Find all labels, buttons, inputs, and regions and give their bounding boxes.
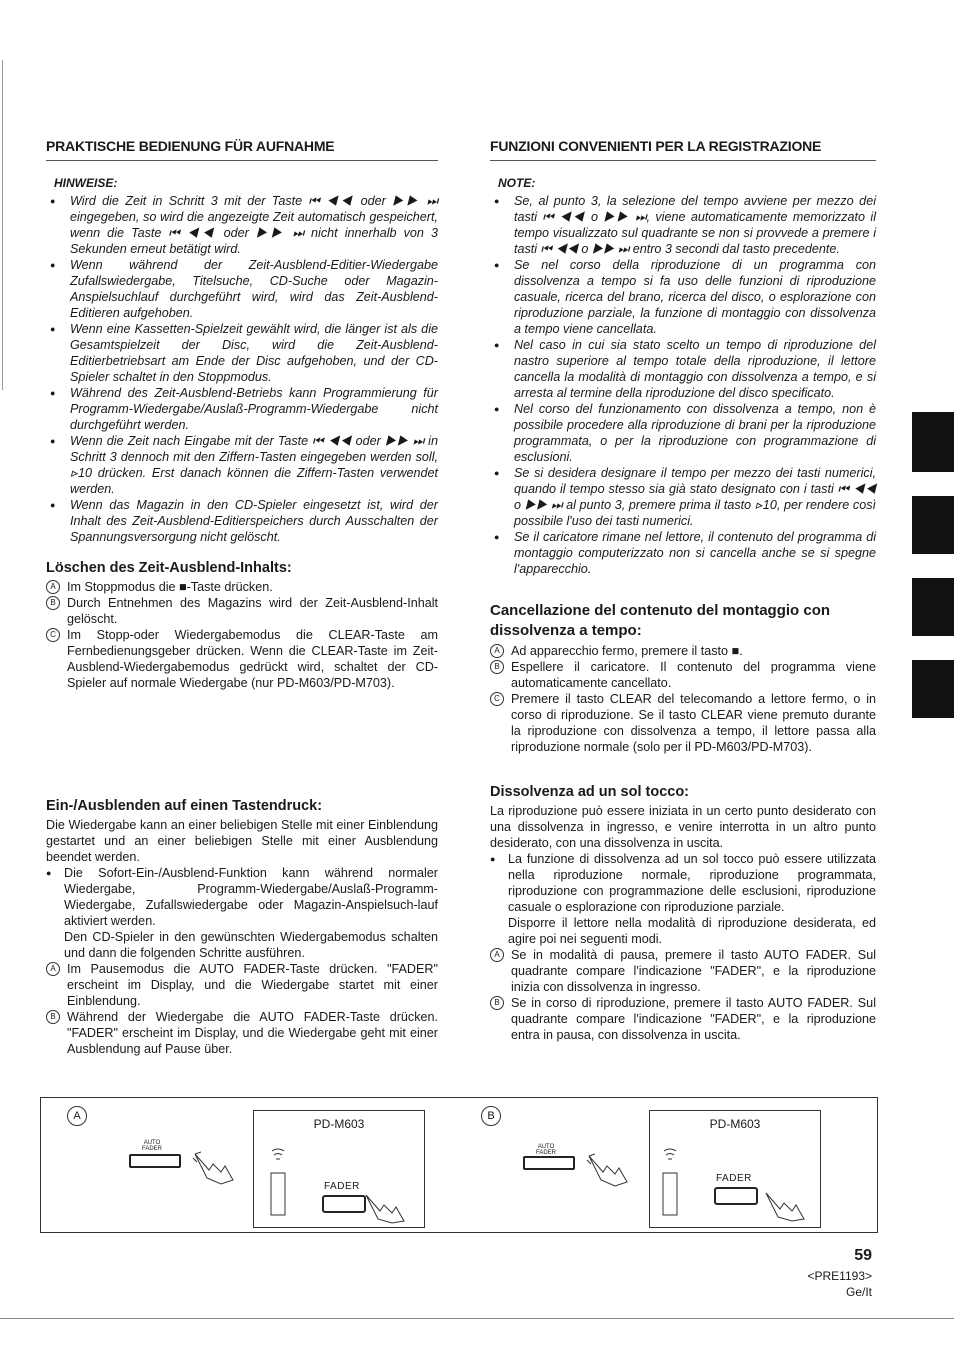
step-text: Im Stopp-oder Wiedergabemodus die CLEAR-Taste am Fernbedienungsgeber drücken. Wenn die CLEAR-Taste im Zeit-Ausblend-Wiedergabemodus gedrückt wird, schaltet der CD-Spieler auf normale Wiedergabe (nur PD-M603/PD-M703). [67,628,438,690]
section-tab [912,496,954,554]
auto-fader-button [523,1156,575,1170]
italian-fade-bullet-cont: Disporre il lettore nella modalità di riproduzione desiderata, ed agire poi nei seguenti modi. [508,916,876,946]
german-clear-heading: Löschen des Zeit-Ausblend-Inhalts: [46,560,292,576]
page-number: 59 [854,1247,872,1264]
step-text: Se in modalità di pausa, premere il tasto AUTO FADER. Sul quadrante compare l'indicazione "FADER", e la riproduzione inizia con dissolvenza in ingresso. [511,948,876,994]
step-text: Ad apparecchio fermo, premere il tasto ■. [511,644,743,658]
german-clear-step [46,595,438,627]
document-code: <PRE1193> [807,1269,872,1283]
italian-note: ● Se, al punto 3, la selezione del tempo avviene per mezzo dei tasti ⏮ ◀◀ o ▶▶ ⏭, viene automaticamente memorizzato il tempo visualizzato sul quadrante se non si provvede a premere i tasti ⏮ ◀◀ o ▶▶ ⏭ entro 3 secondi dal tasto precedente. [490,193,876,257]
italian-note: ● Se si desidera designare il tempo per mezzo dei tasti numerici, quando il tempo stesso sia già stato designato con i tasti ⏮ ◀◀ o ▶▶ ⏭ al punto 3, premere prima il tasto ⊳10, per rendere così possibile l'uso dei tasti numerici. [490,465,876,529]
german-note: ● Wenn das Magazin in den CD-Spieler eingesetzt ist, wird der Inhalt des Zeit-Ausblend-Editierspeichers durch Ausschalten der Spannungsversorgung nicht gelöscht. [46,497,438,545]
step-marker: A [46,962,60,976]
language-code: Ge/It [845,1285,872,1299]
auto-fader-label: AUTO FADER [535,1144,556,1156]
italian-note: ● Nel corso del funzionamento con dissolvenza a tempo, non è possibile procedere alla riproduzione di brani per la riproduzione programmata, o per la riproduzione con programmazione di esclusioni. [490,401,876,465]
german-fade-step [46,961,438,1009]
model-label: PD-M603 [313,1117,365,1131]
italian-fade-step [490,995,876,1043]
figure-letter-a: A [67,1106,87,1126]
auto-fader-figure [40,1097,878,1233]
step-text: Im Pausemodus die AUTO FADER-Taste drücken. "FADER" erscheint im Display, und die Wiedergabe startet mit einer Einblendung. [67,962,438,1008]
player-display-panel-a [253,1110,425,1228]
pressing-hand-icon [191,1150,237,1186]
italian-clear-step [490,643,876,659]
italian-clear-step [490,659,876,691]
italian-clear-heading: Cancellazione del contenuto del montaggio con dissolvenza a tempo: [490,602,831,639]
spacer [490,755,876,769]
german-fade-bullet: ● Die Sofort-Ein-/Ausblend-Funktion kann während normaler Wiedergabe, Programm-Wiedergabe/Auslaß-Programm-Wiedergabe, Zufallswiedergabe oder Magazin-Anspielsuch-lauf aktiviert werden. [46,865,438,929]
german-clear-step [46,627,438,691]
section-tab [912,660,954,718]
italian-fade-intro: La riproduzione può essere iniziata in un certo punto desiderato con una dissolvenza in ingresso, e venire interrotta in un altro punto desiderato, con una dissolvenza in uscita. [490,804,876,850]
step-text: Espellere il caricatore. Il contenuto del programma viene automaticamente cancellato. [511,660,876,690]
step-text: Se in corso di riproduzione, premere il tasto AUTO FADER. Sul quadrante compare l'indicazione "FADER", e la riproduzione entra in pausa, con dissolvenza in uscita. [511,996,876,1042]
step-marker: B [46,596,60,610]
step-text: Durch Entnehmen des Magazins wird der Zeit-Ausblend-Inhalt gelöscht. [67,596,438,626]
player-display-panel-b [649,1110,821,1228]
italian-note: ● Se nel corso della riproduzione di un programma con dissolvenza a tempo si fa uso delle funzioni di riproduzione casuale, ricerca del brano, ricerca del disco, o esplorazione con riproduzione parziale, la funzione di montaggio con dissolvenza a tempo viene cancellata. [490,257,876,337]
spacer [46,691,438,783]
scan-edge-line [2,60,3,390]
step-marker: A [490,644,504,658]
step-text: Im Stoppmodus die ■-Taste drücken. [67,580,273,594]
italian-notes-title: NOTE: [498,176,536,190]
italian-fade-step [490,947,876,995]
pressing-hand-icon [362,1191,408,1225]
remote-control-icon [660,1147,680,1217]
italian-notes-list [490,193,876,577]
display-fader-text: FADER [324,1181,360,1192]
italian-clear-step [490,691,876,755]
auto-fader-label: AUTO FADER [141,1140,162,1152]
italian-note: ● Se il caricatore rimane nel lettore, il contenuto del programma di montaggio computerizzato non si cancella anche se si spegne l'apparecchio. [490,529,876,577]
german-section-heading: PRAKTISCHE BEDIENUNG FÜR AUFNAHME [46,138,438,161]
display-fader-text: FADER [716,1173,752,1184]
step-text: Premere il tasto CLEAR del telecomando a lettore fermo, o in corso di riproduzione. Se il tasto CLEAR viene premuto durante la riproduzione con dissolvenza a tempo, il lettore passa alla riproduzione normale (solo per il PD-M603/PD-M703). [511,692,876,754]
fader-button [322,1195,366,1213]
italian-note: ● Nel caso in cui sia stato scelto un tempo di riproduzione del nastro superiore al tempo totale della riproduzione, il lettore cancella la modalità di montaggio con dissolvenza a tempo, e si arresta al termine della riproduzione del disco specificato. [490,337,876,401]
german-column [46,138,438,1057]
step-marker: B [490,996,504,1010]
model-label: PD-M603 [709,1117,761,1131]
german-fade-bullet-cont: Den CD-Spieler in den gewünschten Wiedergabemodus schalten und dann die folgenden Schritte ausführen. [64,930,438,960]
step-marker: A [46,580,60,594]
german-fade-intro: Die Wiedergabe kann an einer beliebigen Stelle mit einer Einblendung gestartet und an einer beliebigen Stelle mit einer Ausblendung beendet werden. [46,818,438,864]
italian-fade-bullet: ● La funzione di dissolvenza ad un sol tocco può essere utilizzata nella riproduzione normale, riproduzione programmata, riproduzione con programmazione delle esclusioni, riproduzione casuale o esplorazione con riproduzione parziale. [490,851,876,915]
step-marker: C [490,692,504,706]
section-tab [912,412,954,472]
german-note: ● Wenn die Zeit nach Eingabe mit der Taste ⏮ ◀◀ oder ▶▶ ⏭ in Schritt 3 dennoch mit den Ziffern-Tasten eingegeben werden soll, ⊳10 drücken. Erst danach können die Ziffern-Tasten verwendet werden. [46,433,438,497]
section-tab [912,578,954,636]
german-fade-heading: Ein-/Ausblenden auf einen Tastendruck: [46,798,323,814]
german-note: ● Wenn eine Kassetten-Spielzeit gewählt wird, die länger ist als die Gesamtspielzeit der Disc, wird die Zeit-Ausblend-Editierbetriebsart am Ende der Disc aufgehoben, und der CD-Spieler schaltet in den Stoppmodus. [46,321,438,385]
german-note: ● Während des Zeit-Ausblend-Betriebs kann Programmierung für Programm-Wiedergabe/Auslaß-Programm-Wiedergabe nicht durchgeführt werden. [46,385,438,433]
german-note: ● Wenn während der Zeit-Ausblend-Editier-Wiedergabe Zufallswiedergabe, Titelsuche, CD-Suche oder Magazin-Anspielsuchlauf durchgeführt wird, wird das Zeit-Ausblend-Editieren aufgehoben. [46,257,438,321]
german-clear-step [46,579,438,595]
german-fade-step [46,1009,438,1057]
bottom-rule [0,1318,954,1319]
german-notes-list [46,193,438,545]
pressing-hand-icon [585,1152,631,1188]
pressing-hand-icon [762,1189,808,1223]
remote-control-icon [268,1147,288,1217]
fader-button [714,1187,758,1205]
step-text: Während der Wiedergabe die AUTO FADER-Taste drücken. "FADER" erscheint im Display, und die Wiedergabe geht mit einer Ausblendung auf Pause über. [67,1010,438,1056]
auto-fader-button [129,1154,181,1168]
figure-letter-b: B [481,1106,501,1126]
german-note: ● Wird die Zeit in Schritt 3 mit der Taste ⏮ ◀◀ oder ▶▶ ⏭ eingegeben, so wird die angezeigte Zeit automatisch gespeichert, wenn die Taste ⏮ ◀◀ oder ▶▶ ⏭ nicht innerhalb von 3 Sekunden erneut betätigt wird. [46,193,438,257]
italian-column [490,138,876,1043]
step-marker: C [46,628,60,642]
italian-fade-heading: Dissolvenza ad un sol tocco: [490,784,690,800]
step-marker: A [490,948,504,962]
step-marker: B [490,660,504,674]
italian-section-heading: FUNZIONI CONVENIENTI PER LA REGISTRAZIONE [490,138,876,161]
step-marker: B [46,1010,60,1024]
german-notes-title: HINWEISE: [54,176,118,190]
